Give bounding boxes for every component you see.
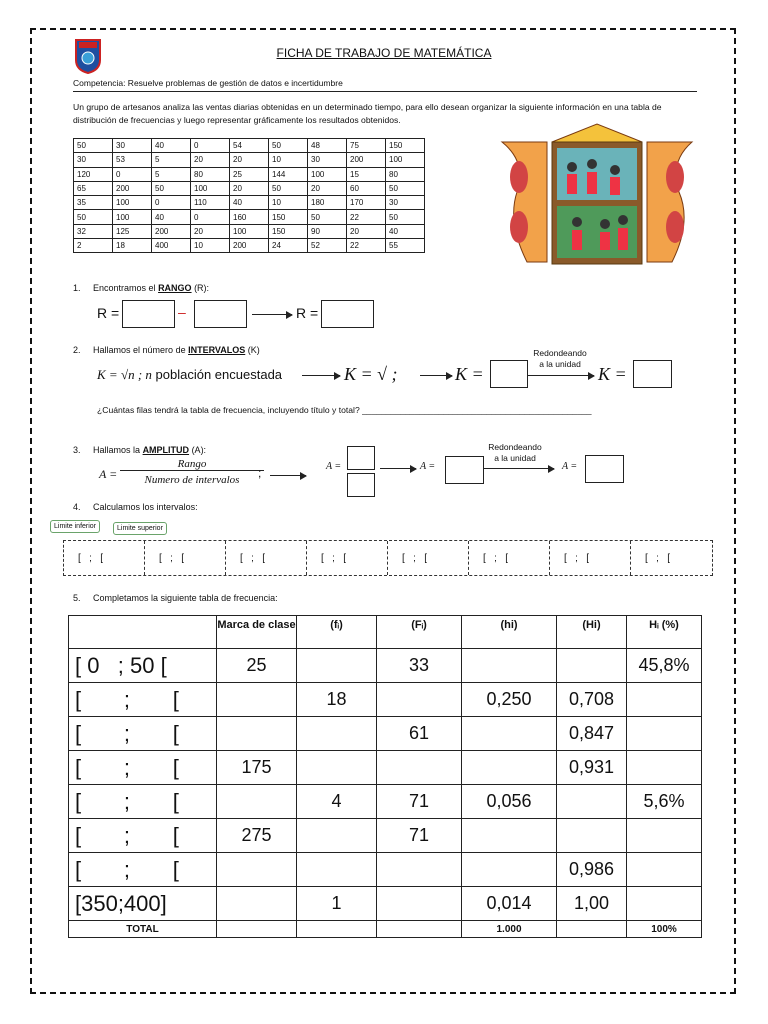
freq-cell[interactable] xyxy=(462,819,557,853)
interval-cell[interactable] xyxy=(307,541,388,575)
class-interval-cell: [350;400] xyxy=(69,887,217,921)
raw-data-cell: 24 xyxy=(269,239,308,253)
total-cell: TOTAL xyxy=(69,921,217,938)
freq-header-row xyxy=(69,616,702,649)
raw-data-row xyxy=(74,181,425,195)
semicolon: ; xyxy=(258,466,262,480)
raw-data-cell: 53 xyxy=(113,153,152,167)
freq-header-cell: (Hi) xyxy=(557,616,627,649)
interval-text: [ ; [ xyxy=(240,553,266,564)
step2-heading xyxy=(73,345,260,355)
freq-cell: 0,056 xyxy=(462,785,557,819)
step5-heading xyxy=(73,593,278,603)
freq-row xyxy=(69,649,702,683)
freq-header-cell: Marca de clase xyxy=(217,616,297,649)
raw-data-cell: 100 xyxy=(230,224,269,238)
raw-data-cell: 32 xyxy=(74,224,113,238)
freq-header-cell: Hᵢ (%) xyxy=(627,616,702,649)
raw-data-cell: 20 xyxy=(191,153,230,167)
class-interval-cell: [ ; [ xyxy=(69,683,217,717)
raw-data-cell: 50 xyxy=(74,139,113,153)
divider xyxy=(73,91,697,92)
raw-data-cell: 22 xyxy=(347,210,386,224)
step-keyword: RANGO xyxy=(158,283,192,293)
rounding-note xyxy=(484,442,546,464)
arrow-icon xyxy=(420,375,452,376)
k-rounded-box[interactable] xyxy=(633,360,672,388)
step-number: 3. xyxy=(73,445,81,455)
interval-cell[interactable] xyxy=(388,541,469,575)
lower-limit-tag: Limite inferior xyxy=(50,520,100,533)
raw-data-cell: 20 xyxy=(191,224,230,238)
raw-data-cell: 30 xyxy=(386,196,425,210)
raw-data-cell: 0 xyxy=(152,196,191,210)
step-text: Hallamos el número de xyxy=(93,345,189,355)
class-interval-cell: [ ; [ xyxy=(69,785,217,819)
raw-data-cell: 90 xyxy=(308,224,347,238)
step4-heading xyxy=(73,502,198,512)
raw-data-cell: 52 xyxy=(308,239,347,253)
raw-data-cell: 15 xyxy=(347,167,386,181)
range-max-box[interactable] xyxy=(122,300,175,328)
total-cell xyxy=(297,921,377,938)
interval-cell[interactable] xyxy=(469,541,550,575)
freq-cell[interactable] xyxy=(557,785,627,819)
k-rounded-label: K = xyxy=(598,364,627,384)
freq-row xyxy=(69,683,702,717)
arrow-icon xyxy=(528,375,594,376)
interval-text: [ ; [ xyxy=(402,553,428,564)
step-number: 1. xyxy=(73,283,81,293)
freq-cell: 5,6% xyxy=(627,785,702,819)
freq-cell[interactable] xyxy=(297,717,377,751)
freq-cell: 275 xyxy=(217,819,297,853)
interval-cell[interactable] xyxy=(631,541,711,575)
freq-cell: 0,986 xyxy=(557,853,627,887)
raw-data-cell: 180 xyxy=(308,196,347,210)
raw-data-cell: 50 xyxy=(74,210,113,224)
raw-data-row xyxy=(74,139,425,153)
a-denominator-box[interactable] xyxy=(347,473,375,497)
raw-data-cell: 30 xyxy=(308,153,347,167)
freq-row xyxy=(69,853,702,887)
raw-data-cell: 40 xyxy=(152,139,191,153)
raw-data-cell: 200 xyxy=(230,239,269,253)
freq-cell: 33 xyxy=(377,649,462,683)
step-keyword: INTERVALOS xyxy=(188,345,246,355)
step1-heading xyxy=(73,283,209,293)
freq-cell[interactable] xyxy=(297,819,377,853)
freq-row xyxy=(69,887,702,921)
raw-data-row xyxy=(74,224,425,238)
intervals-row xyxy=(63,540,713,576)
range-min-box[interactable] xyxy=(194,300,247,328)
intro-paragraph: Un grupo de artesanos analiza las ventas diarias obtenidas en un determinado tiempo, para ello desean organizar la siguiente información en una tabla de distribución de frecuencias y luego representar gráficamente los resultados obtenidos. xyxy=(73,102,662,125)
freq-row xyxy=(69,751,702,785)
raw-data-cell: 55 xyxy=(386,239,425,253)
raw-data-cell: 200 xyxy=(152,224,191,238)
interval-text: [ ; [ xyxy=(564,553,590,564)
raw-data-cell: 54 xyxy=(230,139,269,153)
freq-cell[interactable] xyxy=(217,785,297,819)
interval-cell[interactable] xyxy=(145,541,226,575)
freq-cell: 1 xyxy=(297,887,377,921)
class-interval-cell: [ ; [ xyxy=(69,853,217,887)
raw-data-cell: 18 xyxy=(113,239,152,253)
total-cell: 1.000 xyxy=(462,921,557,938)
interval-text: [ ; [ xyxy=(78,553,104,564)
interval-text: [ ; [ xyxy=(321,553,347,564)
raw-data-cell: 100 xyxy=(113,196,152,210)
freq-row xyxy=(69,717,702,751)
freq-cell[interactable] xyxy=(462,649,557,683)
raw-data-cell: 5 xyxy=(152,153,191,167)
raw-data-cell: 40 xyxy=(386,224,425,238)
a-rounded-box[interactable] xyxy=(585,455,624,483)
freq-cell[interactable] xyxy=(377,751,462,785)
freq-cell[interactable] xyxy=(297,751,377,785)
interval-cell[interactable] xyxy=(64,541,145,575)
raw-data-row xyxy=(74,153,425,167)
raw-data-cell: 0 xyxy=(191,139,230,153)
range-label: R = xyxy=(97,305,120,321)
raw-data-cell: 100 xyxy=(191,181,230,195)
raw-data-cell: 25 xyxy=(230,167,269,181)
a-fraction-label: A = xyxy=(326,461,342,472)
step-suffix: (A): xyxy=(189,445,207,455)
raw-data-cell: 2 xyxy=(74,239,113,253)
interval-cell[interactable] xyxy=(550,541,631,575)
freq-cell: 71 xyxy=(377,819,462,853)
raw-data-cell: 120 xyxy=(74,167,113,181)
raw-data-cell: 10 xyxy=(269,153,308,167)
range-result-box[interactable] xyxy=(321,300,374,328)
raw-data-cell: 65 xyxy=(74,181,113,195)
freq-cell: 4 xyxy=(297,785,377,819)
raw-data-cell: 50 xyxy=(386,181,425,195)
freq-cell: 175 xyxy=(217,751,297,785)
raw-data-cell: 20 xyxy=(347,224,386,238)
raw-data-cell: 50 xyxy=(269,139,308,153)
arrow-icon xyxy=(270,475,306,476)
formula-text: K = √n ; n xyxy=(97,367,152,382)
k-sqrt-label: K = √ ; xyxy=(344,364,398,384)
step-number: 4. xyxy=(73,502,81,512)
step-suffix: (R): xyxy=(191,283,210,293)
a-label: A = xyxy=(420,461,436,472)
freq-cell[interactable] xyxy=(462,853,557,887)
raw-data-cell: 150 xyxy=(386,139,425,153)
step-number: 5. xyxy=(73,593,81,603)
raw-data-cell: 110 xyxy=(191,196,230,210)
k-formula xyxy=(97,367,282,383)
raw-data-cell: 150 xyxy=(269,224,308,238)
freq-cell: 0,250 xyxy=(462,683,557,717)
freq-cell[interactable] xyxy=(627,819,702,853)
raw-data-cell: 10 xyxy=(269,196,308,210)
freq-cell[interactable] xyxy=(627,853,702,887)
freq-cell[interactable] xyxy=(217,717,297,751)
step-text: Encontramos el xyxy=(93,283,159,293)
raw-data-cell: 80 xyxy=(386,167,425,181)
raw-data-cell: 60 xyxy=(347,181,386,195)
raw-data-cell: 10 xyxy=(191,239,230,253)
freq-cell: 61 xyxy=(377,717,462,751)
raw-data-cell: 125 xyxy=(113,224,152,238)
freq-row xyxy=(69,819,702,853)
a-denominator: Numero de intervalos xyxy=(144,474,240,486)
step-text: Hallamos la xyxy=(93,445,143,455)
arrow-icon xyxy=(302,375,340,376)
freq-header-cell: (Fᵢ) xyxy=(377,616,462,649)
freq-row xyxy=(69,785,702,819)
competencia-text: Competencia: Resuelve problemas de gestión de datos e incertidumbre xyxy=(73,78,343,88)
freq-cell: 71 xyxy=(377,785,462,819)
arrow-icon xyxy=(380,468,416,469)
freq-cell: 1,00 xyxy=(557,887,627,921)
freq-cell: 0,708 xyxy=(557,683,627,717)
class-interval-cell: [ ; [ xyxy=(69,717,217,751)
total-cell xyxy=(217,921,297,938)
raw-data-cell: 200 xyxy=(347,153,386,167)
raw-data-cell: 50 xyxy=(269,181,308,195)
upper-limit-tag: Limite superior xyxy=(113,522,167,535)
a-rounded-label: A = xyxy=(562,461,578,472)
step-keyword: AMPLITUD xyxy=(142,445,190,455)
interval-cell[interactable] xyxy=(226,541,307,575)
raw-data-cell: 30 xyxy=(113,139,152,153)
step-number: 2. xyxy=(73,345,81,355)
interval-text: [ ; [ xyxy=(159,553,185,564)
freq-header-cell xyxy=(69,616,217,649)
raw-data-row xyxy=(74,196,425,210)
raw-data-cell: 100 xyxy=(308,167,347,181)
raw-data-cell: 170 xyxy=(347,196,386,210)
class-interval-cell: [ ; [ xyxy=(69,819,217,853)
step-text: Completamos la siguiente tabla de frecuencia: xyxy=(93,593,278,603)
total-cell xyxy=(377,921,462,938)
raw-data-cell: 144 xyxy=(269,167,308,181)
raw-data-cell: 80 xyxy=(191,167,230,181)
freq-cell[interactable] xyxy=(217,683,297,717)
raw-data-cell: 200 xyxy=(113,181,152,195)
raw-data-cell: 20 xyxy=(230,153,269,167)
raw-data-cell: 48 xyxy=(308,139,347,153)
freq-cell[interactable] xyxy=(377,853,462,887)
step-text: Calculamos los intervalos: xyxy=(93,502,198,512)
step3-heading xyxy=(73,445,206,455)
raw-data-cell: 40 xyxy=(152,210,191,224)
range-result-label: R = xyxy=(296,305,319,321)
arrow-icon xyxy=(252,314,292,315)
raw-data-cell: 22 xyxy=(347,239,386,253)
raw-data-cell: 5 xyxy=(152,167,191,181)
freq-cell[interactable] xyxy=(462,751,557,785)
k-value-box[interactable] xyxy=(490,360,528,388)
raw-data-row xyxy=(74,210,425,224)
raw-data-cell: 0 xyxy=(113,167,152,181)
freq-cell: 45,8% xyxy=(627,649,702,683)
class-interval-cell: [ 0 ; 50 [ xyxy=(69,649,217,683)
freq-cell[interactable] xyxy=(377,683,462,717)
freq-cell: 0,931 xyxy=(557,751,627,785)
freq-header-cell: (fᵢ) xyxy=(297,616,377,649)
rounding-line2: a la unidad xyxy=(539,359,581,369)
k-label: K = xyxy=(455,364,484,384)
freq-cell[interactable] xyxy=(217,853,297,887)
raw-data-row xyxy=(74,167,425,181)
raw-data-cell: 50 xyxy=(308,210,347,224)
rounding-line2: a la unidad xyxy=(494,453,536,463)
freq-cell: 0,014 xyxy=(462,887,557,921)
freq-cell[interactable] xyxy=(377,887,462,921)
raw-data-cell: 160 xyxy=(230,210,269,224)
raw-data-cell: 0 xyxy=(191,210,230,224)
freq-cell: 18 xyxy=(297,683,377,717)
raw-data-cell: 20 xyxy=(230,181,269,195)
freq-cell[interactable] xyxy=(557,819,627,853)
frequency-table xyxy=(68,615,702,938)
raw-data-table xyxy=(73,138,425,253)
class-interval-cell: [ ; [ xyxy=(69,751,217,785)
raw-data-cell: 400 xyxy=(152,239,191,253)
retablo-illustration xyxy=(497,122,697,270)
a-numerator-box[interactable] xyxy=(347,446,375,470)
page-title: FICHA DE TRABAJO DE MATEMÁTICA xyxy=(276,46,492,60)
raw-data-cell: 100 xyxy=(386,153,425,167)
freq-cell[interactable] xyxy=(627,717,702,751)
raw-data-cell: 40 xyxy=(230,196,269,210)
raw-data-row xyxy=(74,239,425,253)
total-cell: 100% xyxy=(627,921,702,938)
raw-data-cell: 35 xyxy=(74,196,113,210)
total-cell xyxy=(557,921,627,938)
freq-cell[interactable] xyxy=(297,649,377,683)
freq-cell[interactable] xyxy=(627,683,702,717)
rounding-line1: Redondeando xyxy=(488,442,542,452)
freq-cell: 0,847 xyxy=(557,717,627,751)
freq-cell[interactable] xyxy=(217,887,297,921)
raw-data-cell: 50 xyxy=(386,210,425,224)
interval-text: [ ; [ xyxy=(645,553,671,564)
arrow-icon xyxy=(484,468,554,469)
rows-question[interactable]: ¿Cuántas filas tendrá la tabla de frecuencia, incluyendo título y total? ________________________________________________ xyxy=(97,405,592,415)
freq-cell[interactable] xyxy=(462,717,557,751)
a-numerator: Rango xyxy=(120,458,264,471)
a-lhs: A = xyxy=(99,467,118,481)
raw-data-cell: 50 xyxy=(152,181,191,195)
freq-header-cell: (hi) xyxy=(462,616,557,649)
freq-cell[interactable] xyxy=(627,887,702,921)
raw-data-cell: 30 xyxy=(74,153,113,167)
raw-data-cell: 150 xyxy=(269,210,308,224)
formula-caption: población encuestada xyxy=(151,367,283,382)
raw-data-cell: 100 xyxy=(113,210,152,224)
rounding-note xyxy=(530,348,590,370)
step-suffix: (K) xyxy=(245,345,260,355)
freq-cell[interactable] xyxy=(297,853,377,887)
interval-text: [ ; [ xyxy=(483,553,509,564)
raw-data-cell: 75 xyxy=(347,139,386,153)
freq-total-row xyxy=(69,921,702,938)
freq-cell[interactable] xyxy=(557,649,627,683)
a-value-box[interactable] xyxy=(445,456,484,484)
minus-sign: – xyxy=(178,304,186,320)
rounding-line1: Redondeando xyxy=(533,348,587,358)
raw-data-cell: 20 xyxy=(308,181,347,195)
freq-cell: 25 xyxy=(217,649,297,683)
freq-cell[interactable] xyxy=(627,751,702,785)
